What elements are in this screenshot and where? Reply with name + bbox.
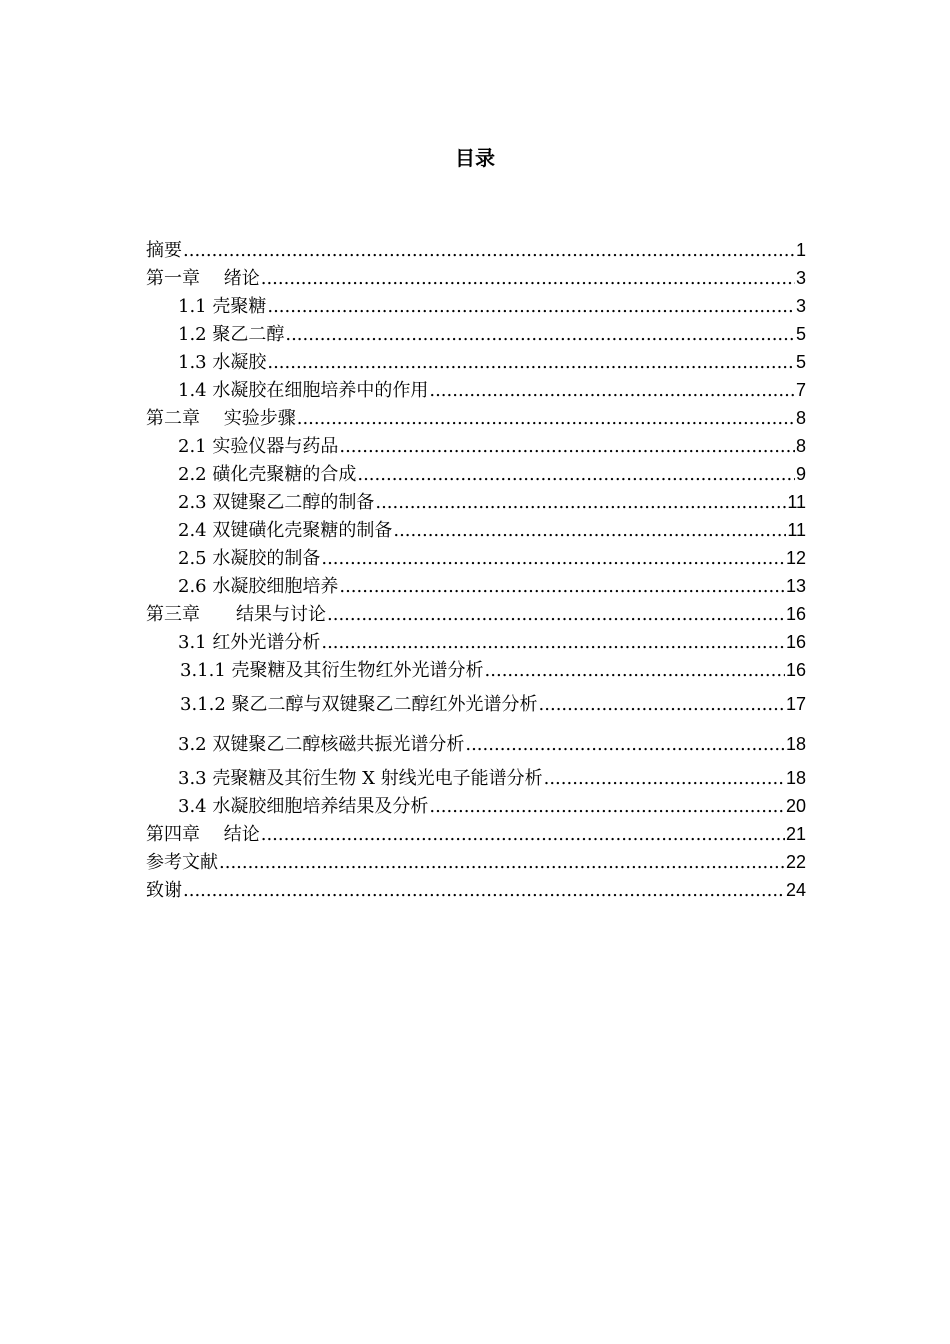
dot-leader bbox=[544, 765, 785, 793]
toc-entry-1-4[interactable] bbox=[146, 376, 806, 404]
toc-entry-references[interactable] bbox=[146, 848, 806, 876]
toc-title: 目录 bbox=[455, 146, 495, 170]
dot-leader bbox=[267, 293, 795, 321]
toc-entry-chapter-3[interactable] bbox=[146, 600, 806, 628]
toc-entry-1-3[interactable] bbox=[146, 348, 806, 376]
toc-entry-page: 7 bbox=[795, 380, 806, 400]
dot-leader bbox=[183, 877, 785, 905]
toc-entry-page: 17 bbox=[785, 694, 806, 714]
toc-entry-3-3[interactable] bbox=[146, 764, 806, 792]
toc-entry-page: 5 bbox=[795, 352, 806, 372]
toc-entry-page: 1 bbox=[795, 240, 806, 260]
toc-entry-page: 8 bbox=[795, 408, 806, 428]
dot-leader bbox=[357, 461, 795, 489]
toc-entry-page: 24 bbox=[785, 880, 806, 900]
toc-entry-3-4[interactable] bbox=[146, 792, 806, 820]
toc-entry-label: 3.3 壳聚糖及其衍生物 X 射线光电子能谱分析 bbox=[178, 768, 543, 789]
toc-entry-page: 18 bbox=[785, 768, 806, 788]
toc-entry-label: 1.1 壳聚糖 bbox=[178, 296, 267, 317]
toc-entry-chapter-1[interactable] bbox=[146, 264, 806, 292]
toc-entry-label: 第三章 结果与讨论 bbox=[146, 604, 326, 625]
toc-entry-page: 11 bbox=[787, 520, 806, 540]
toc-entry-page: 18 bbox=[785, 734, 806, 754]
toc-entry-page: 16 bbox=[785, 660, 806, 680]
toc-entry-label: 第二章 实验步骤 bbox=[146, 408, 296, 429]
dot-leader bbox=[539, 685, 785, 725]
toc-entry-3-1-1[interactable] bbox=[146, 656, 806, 684]
toc-entry-chapter-2[interactable] bbox=[146, 404, 806, 432]
toc-entry-1-2[interactable] bbox=[146, 320, 806, 348]
dot-leader bbox=[261, 265, 795, 293]
toc-entry-2-5[interactable] bbox=[146, 544, 806, 572]
toc-entry-page: 20 bbox=[785, 796, 806, 816]
toc-entry-label: 摘要 bbox=[146, 240, 182, 261]
toc-entry-page: 22 bbox=[785, 852, 806, 872]
dot-leader bbox=[339, 433, 795, 461]
toc-entry-label: 2.4 双键磺化壳聚糖的制备 bbox=[178, 520, 393, 541]
dot-leader bbox=[339, 573, 785, 601]
dot-leader bbox=[183, 237, 795, 265]
toc-entry-2-4[interactable] bbox=[146, 516, 806, 544]
toc-entry-page: 21 bbox=[785, 824, 806, 844]
dot-leader bbox=[327, 601, 785, 629]
toc-entry-2-1[interactable] bbox=[146, 432, 806, 460]
toc-entry-label: 2.3 双键聚乙二醇的制备 bbox=[178, 492, 375, 513]
toc-entry-1-1[interactable] bbox=[146, 292, 806, 320]
toc-entry-2-6[interactable] bbox=[146, 572, 806, 600]
dot-leader bbox=[297, 405, 795, 433]
toc-entry-label: 致谢 bbox=[146, 880, 182, 901]
toc-entry-page: 5 bbox=[795, 324, 806, 344]
toc-entry-chapter-4[interactable] bbox=[146, 820, 806, 848]
toc-entry-page: 3 bbox=[795, 268, 806, 288]
dot-leader bbox=[429, 377, 795, 405]
dot-leader bbox=[393, 517, 786, 545]
toc-entry-label: 2.2 磺化壳聚糖的合成 bbox=[178, 464, 357, 485]
toc-entry-label: 1.3 水凝胶 bbox=[178, 352, 267, 373]
dot-leader bbox=[465, 725, 785, 765]
dot-leader bbox=[485, 657, 785, 685]
toc-entry-2-2[interactable] bbox=[146, 460, 806, 488]
dot-leader bbox=[321, 545, 785, 573]
toc-entry-abstract[interactable] bbox=[146, 236, 806, 264]
toc-entry-page: 8 bbox=[795, 436, 806, 456]
toc-entry-label: 2.5 水凝胶的制备 bbox=[178, 548, 321, 569]
dot-leader bbox=[321, 629, 785, 657]
dot-leader bbox=[261, 821, 785, 849]
toc-entry-label: 3.1.1 壳聚糖及其衍生物红外光谱分析 bbox=[180, 660, 484, 681]
table-of-contents bbox=[146, 236, 806, 904]
toc-entry-label: 第一章 绪论 bbox=[146, 268, 260, 289]
toc-entry-label: 1.4 水凝胶在细胞培养中的作用 bbox=[178, 380, 429, 401]
dot-leader bbox=[429, 793, 785, 821]
toc-entry-label: 第四章 结论 bbox=[146, 824, 260, 845]
toc-entry-3-1-2[interactable] bbox=[146, 684, 806, 724]
toc-entry-label: 2.1 实验仪器与药品 bbox=[178, 436, 339, 457]
toc-entry-page: 12 bbox=[785, 548, 806, 568]
toc-entry-label: 参考文献 bbox=[146, 852, 218, 873]
dot-leader bbox=[375, 489, 786, 517]
toc-entry-page: 9 bbox=[795, 464, 806, 484]
dot-leader bbox=[285, 321, 795, 349]
toc-entry-label: 2.6 水凝胶细胞培养 bbox=[178, 576, 339, 597]
toc-entry-label: 3.2 双键聚乙二醇核磁共振光谱分析 bbox=[178, 734, 465, 755]
toc-entry-page: 16 bbox=[785, 604, 806, 624]
toc-entry-label: 1.2 聚乙二醇 bbox=[178, 324, 285, 345]
toc-entry-page: 13 bbox=[785, 576, 806, 596]
toc-entry-label: 3.1 红外光谱分析 bbox=[178, 632, 321, 653]
toc-entry-3-2[interactable] bbox=[146, 724, 806, 764]
toc-entry-3-1[interactable] bbox=[146, 628, 806, 656]
dot-leader bbox=[267, 349, 795, 377]
toc-entry-page: 3 bbox=[795, 296, 806, 316]
toc-entry-page: 11 bbox=[787, 492, 806, 512]
toc-entry-2-3[interactable] bbox=[146, 488, 806, 516]
toc-entry-label: 3.4 水凝胶细胞培养结果及分析 bbox=[178, 796, 429, 817]
toc-entry-label: 3.1.2 聚乙二醇与双键聚乙二醇红外光谱分析 bbox=[180, 694, 538, 715]
dot-leader bbox=[219, 849, 785, 877]
toc-entry-page: 16 bbox=[785, 632, 806, 652]
toc-entry-acknowledgements[interactable] bbox=[146, 876, 806, 904]
